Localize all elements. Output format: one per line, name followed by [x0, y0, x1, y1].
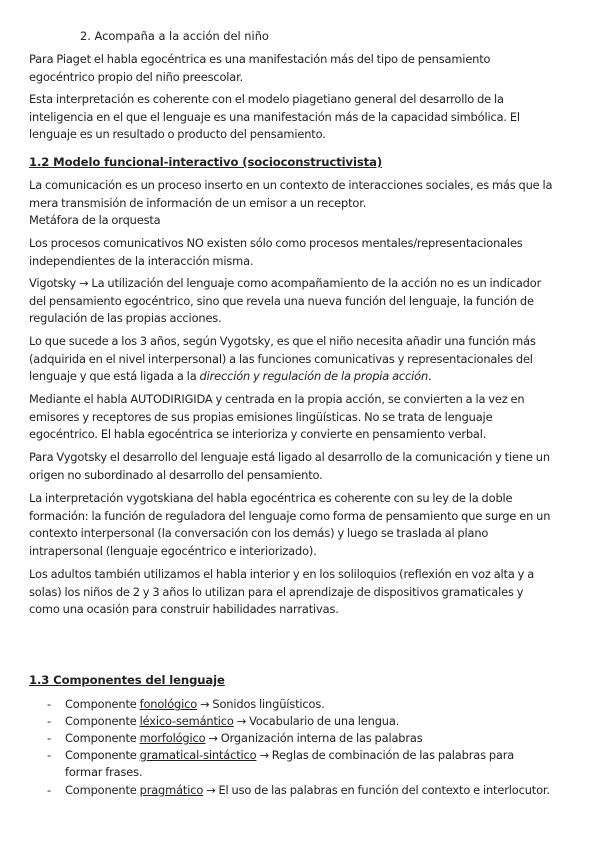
bullet-dash: - — [47, 748, 51, 762]
paragraph-development — [29, 449, 574, 484]
list-item: - Componente gramatical-sintáctico → Reglas de combinación de las palabras para formar frases. — [47, 748, 515, 779]
text-line: Lo que sucede a los 3 años, según Vygotsky, es que el niño necesita añadir una función más — [29, 334, 536, 348]
text-line: egocéntrico propio del niño preescolar. — [29, 69, 244, 84]
text-line: como una ocasión para construir habilidades narrativas. — [29, 602, 339, 617]
paragraph-interpretation — [29, 91, 574, 144]
component-term: pragmático — [139, 783, 204, 797]
text-line: (adquirida en el nivel interpersonal) a las funciones comunicativas y representacionales del — [29, 351, 533, 366]
text-line: mera transmisión de información de un emisor a un receptor. — [29, 195, 367, 210]
component-term: léxico-semántico — [139, 714, 234, 728]
text-line: intrapersonal (lenguaje egocéntrico e interiorizado). — [29, 543, 317, 558]
text-line: La interpretación vygotskiana del habla egocéntrica es coherente con su ley de la doble — [29, 491, 513, 505]
text-line: Mediante el habla AUTODIRIGIDA y centrada en la propia acción, se convierten a la vez en — [29, 392, 525, 406]
bullet-dash: - — [47, 783, 51, 797]
text-line: La comunicación es un proceso inserto en un contexto de interacciones sociales, es más que la — [29, 178, 553, 192]
paragraph-adults — [29, 566, 574, 619]
text-line: Los procesos comunicativos NO existen sólo como procesos mentales/representacionales — [29, 236, 523, 250]
text-line: lenguaje es un resultado o producto del pensamiento. — [29, 127, 326, 142]
bullet-dash: - — [47, 714, 51, 728]
list-item: - Componente pragmático → El uso de las palabras en función del contexto e interlocutor. — [47, 783, 550, 797]
list-item-continuation: formar frases. — [65, 765, 143, 779]
text-line: Metáfora de la orquesta — [29, 213, 161, 228]
paragraph-autodirigida — [29, 391, 574, 444]
text-line: Esta interpretación es coherente con el modelo piagetiano general del desarrollo de la — [29, 92, 504, 106]
text-line: contexto interpersonal (la conversación con los demás) y luego se traslada al plano — [29, 526, 489, 541]
text-run: . — [428, 369, 432, 384]
text-line — [29, 368, 574, 386]
text-line: emisores y receptores de sus propias emisiones lingüísticas. No se trata de lenguaje — [29, 409, 493, 424]
text-line: egocéntrico. El habla egocéntrica se interioriza y convierte en pensamiento verbal. — [29, 427, 487, 442]
text-line: formación: la función de reguladora del lenguaje como forma de pensamiento que surge en un — [29, 508, 551, 523]
text-run: lenguaje y que está ligada a la — [29, 369, 200, 384]
text-line: Para Vygotsky el desarrollo del lenguaje está ligado al desarrollo de la comunicación y tiene un — [29, 450, 550, 464]
italic-text: dirección y regulación de la propia acción — [199, 369, 429, 384]
paragraph-processes — [29, 235, 574, 270]
bullet-dash: - — [47, 697, 51, 711]
component-term: fonológico — [139, 697, 198, 711]
paragraph-three-years — [29, 333, 574, 386]
list-item: - Componente léxico-semántico → Vocabulario de una lengua. — [47, 714, 400, 728]
list-item: - Componente fonológico → Sonidos lingüísticos. — [47, 697, 325, 711]
text-line: Vigotsky → La utilización del lenguaje como acompañamiento de la acción no es un indicador — [29, 276, 542, 290]
component-term: morfológico — [139, 731, 206, 745]
paragraph-piaget — [29, 51, 574, 86]
bullet-dash: - — [47, 731, 51, 745]
section-heading-1-3: 1.3 Componentes del lenguaje — [29, 673, 225, 687]
text-line: Para Piaget el habla egocéntrica es una manifestación más del tipo de pensamiento — [29, 52, 491, 66]
list-item: - Componente morfológico → Organización interna de las palabras — [47, 731, 423, 745]
paragraph-vigotsky — [29, 275, 574, 328]
text-line: inteligencia en el que el lenguaje es una manifestación más de la capacidad simbólica. El — [29, 109, 520, 124]
section-heading-1-2: 1.2 Modelo funcional-interactivo (socioconstructivista) — [29, 155, 383, 169]
paragraph-communication — [29, 177, 574, 230]
numbered-item-2: 2. Acompaña a la acción del niño — [80, 29, 269, 43]
text-line: independientes de la interacción misma. — [29, 253, 254, 268]
text-line: regulación de las propias acciones. — [29, 311, 222, 326]
text-line: origen no subordinado al desarrollo del pensamiento. — [29, 467, 323, 482]
text-line: del pensamiento egocéntrico, sino que revela una nueva función del lenguaje, la función de — [29, 293, 534, 308]
text-line: Los adultos también utilizamos el habla interior y en los soliloquios (reflexión en voz alta y a — [29, 567, 535, 581]
component-term: gramatical-sintáctico — [139, 748, 257, 762]
text-line: solas) los niños de 2 y 3 años lo utilizan para el aprendizaje de dispositivos gramaticales y — [29, 584, 524, 599]
paragraph-double-formation — [29, 490, 574, 560]
